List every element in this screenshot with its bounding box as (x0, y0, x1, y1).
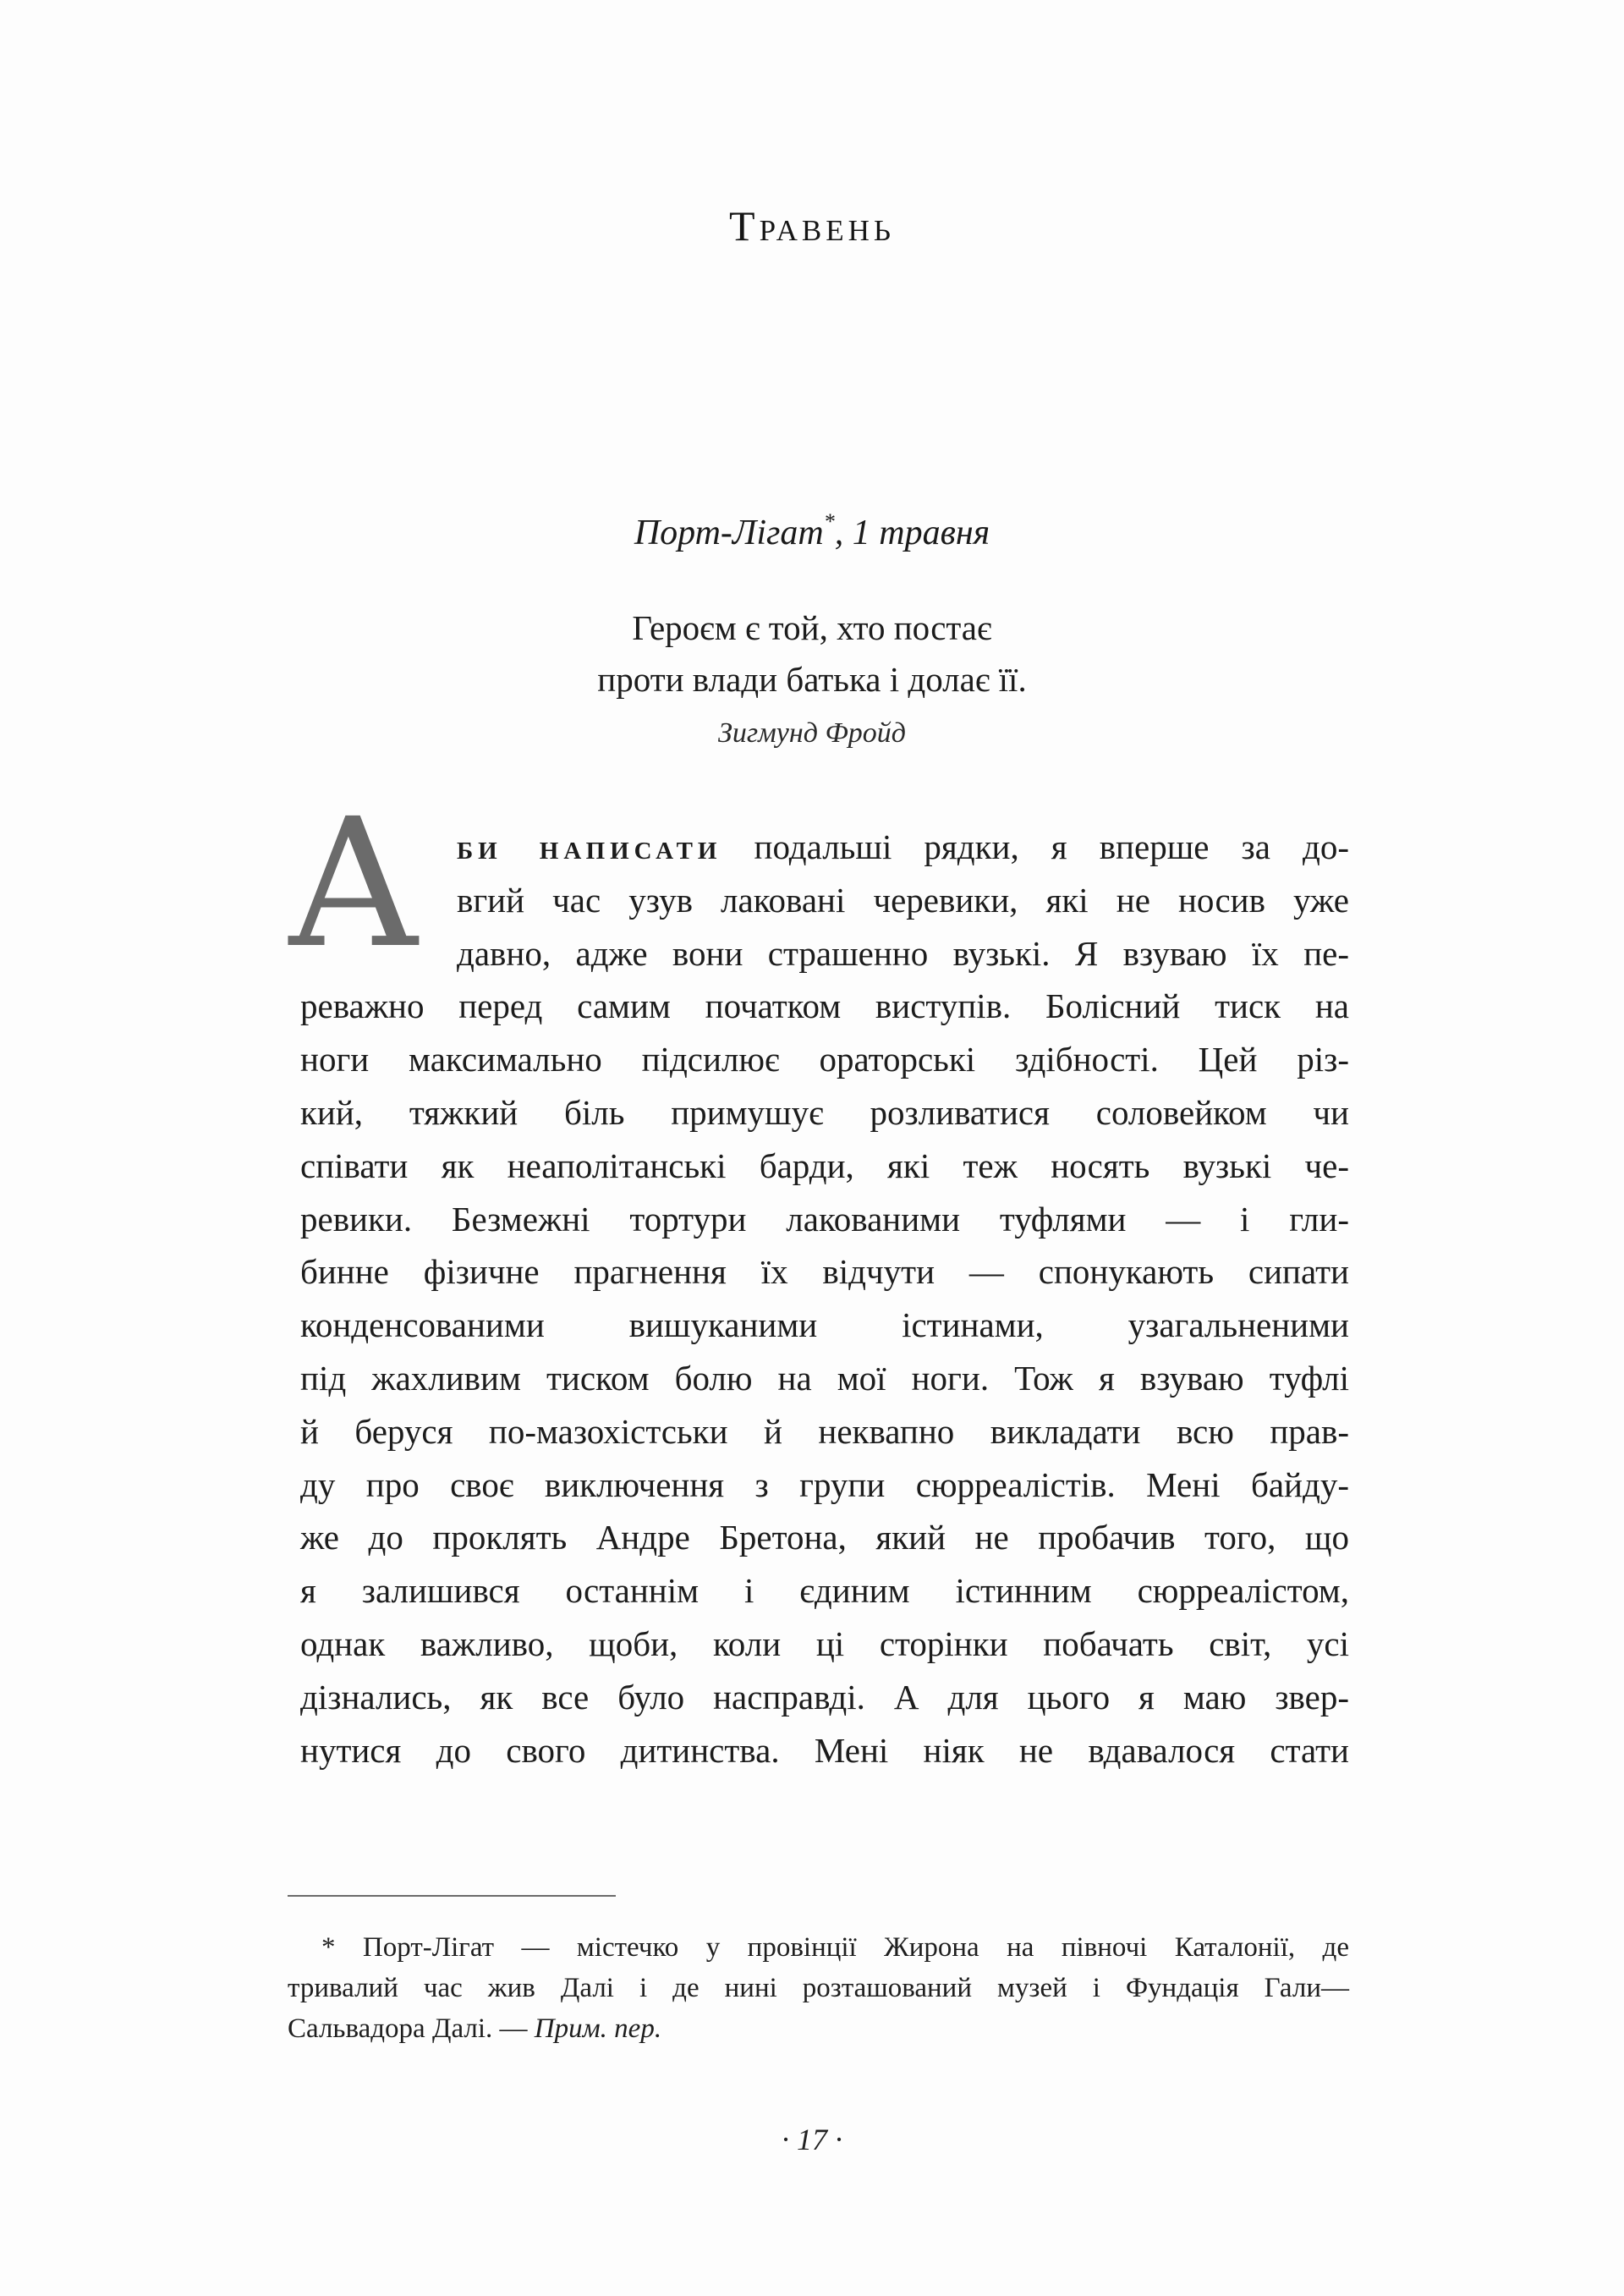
body-line-text: подальші рядки, я вперше за до- (721, 827, 1349, 866)
page-number: · 17 · (782, 2123, 842, 2156)
body-line: під жахливим тиском болю на мої ноги. Тож я взуваю туфлі (300, 1358, 1349, 1398)
body-line: й беруся по-мазохістськи й неквапно викладати всю прав- (300, 1411, 1349, 1451)
translator-note-tag: Прим. пер. (534, 2013, 662, 2044)
footnote-marker[interactable]: * (823, 509, 835, 534)
body-line: нутися до свого дитинства. Мені ніяк не вдавалося стати (300, 1730, 1349, 1770)
entry-date: , 1 травня (834, 514, 990, 552)
lead-in-smallcaps: би написати (457, 827, 722, 866)
footnote-divider (288, 1895, 616, 1897)
footnote-line: * Порт-Лігат — містечко у провінції Жирона на півночі Каталонії, де (321, 1932, 1349, 1963)
epigraph-author: Зигмунд Фройд (718, 717, 906, 749)
body-line: давно, адже вони страшенно вузькі. Я взуваю їх пе- (457, 933, 1349, 973)
drop-cap: А (286, 780, 421, 987)
entry-place: Порт-Лігат (634, 514, 824, 552)
body-line: дізнались, як все було насправді. А для цього я маю звер- (300, 1677, 1349, 1717)
body-line: ду про своє виключення з групи сюрреалістів. Мені байду- (300, 1464, 1349, 1504)
chapter-title: Травень (729, 202, 895, 250)
body-line: вгий час узув лаковані черевики, які не носив уже (457, 880, 1349, 920)
body-line (300, 821, 1349, 874)
epigraph-line: проти влади батька і долає її. (597, 660, 1027, 699)
body-line: ноги максимально підсилює ораторські здібності. Цей різ- (300, 1040, 1349, 1079)
epigraph (0, 602, 1624, 706)
footnote-line-text: Сальвадора Далі. — (288, 2013, 535, 2044)
body-line: реважно перед самим початком виступів. Болісний тиск на (300, 986, 1349, 1026)
footnote (288, 1927, 1349, 2049)
body-line: співати як неаполітанські барди, які теж носять вузькі че- (300, 1145, 1349, 1185)
footnote-line: тривалий час жив Далі і де нині розташований музей і Фундація Гали— (288, 1973, 1349, 2003)
entry-heading (0, 509, 1624, 553)
body-line: кий, тяжкий біль примушує розливатися соловейком чи (300, 1092, 1349, 1132)
footnote-line (288, 2008, 1349, 2049)
epigraph-line: Героєм є той, хто постає (632, 608, 992, 647)
body-line: бинне фізичне прагнення їх відчути — спонукають сипати (300, 1252, 1349, 1292)
body-line: я залишився останнім і єдиним істинним сюрреалістом, (300, 1571, 1349, 1611)
body-paragraph (300, 821, 1349, 1777)
body-line: же до проклять Андре Бретона, який не пробачив того, що (300, 1518, 1349, 1557)
body-line: ревики. Безмежні тортури лакованими туфлями — і гли- (300, 1199, 1349, 1239)
body-line: однак важливо, щоби, коли ці сторінки побачать світ, усі (300, 1623, 1349, 1663)
body-line: конденсованими вишуканими істинами, узагальненими (300, 1305, 1349, 1345)
